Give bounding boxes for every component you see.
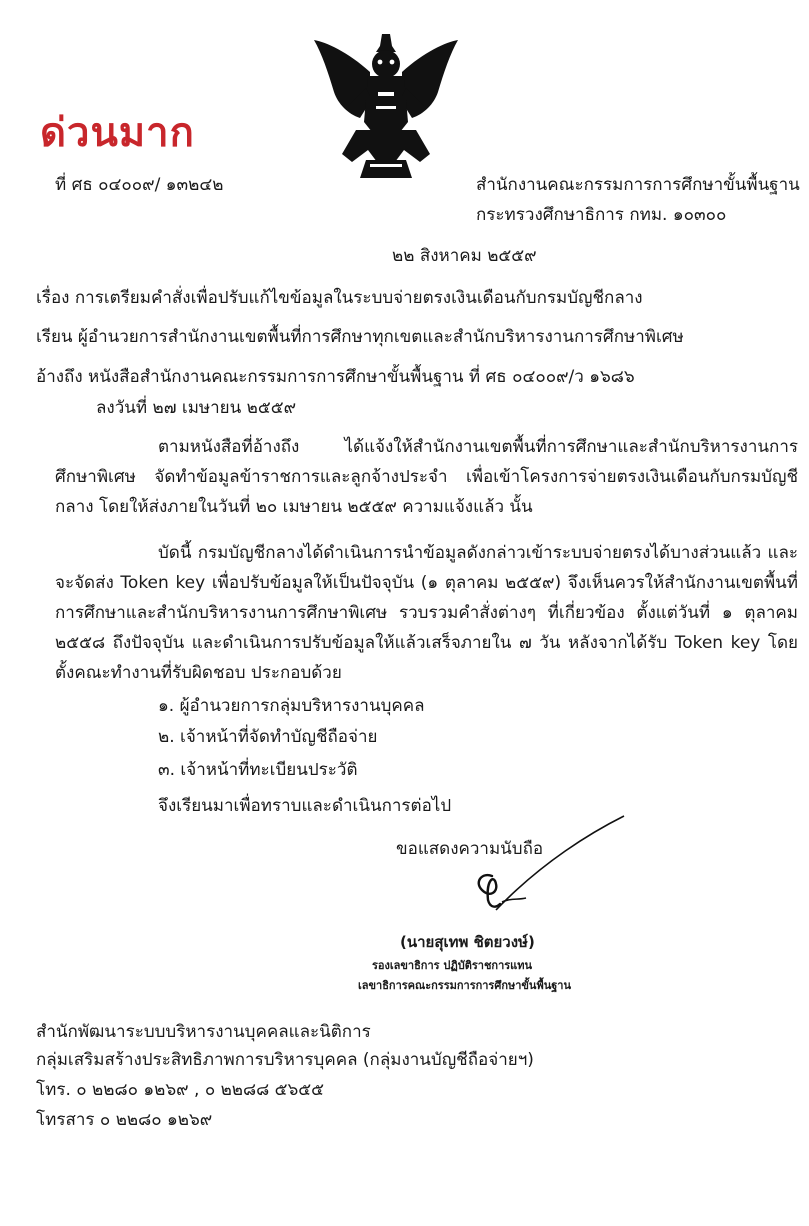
list-item: ๓. เจ้าหน้าที่ทะเบียนประวัติ — [158, 760, 358, 780]
reference-line: อ้างถึง หนังสือสำนักงานคณะกรรมการการศึกษาขั้นพื้นฐาน ที่ ศธ ๐๔๐๐๙/ว ๑๖๘๖ — [36, 367, 635, 387]
reference-number: ที่ ศธ ๐๔๐๐๙/ ๑๓๒๔๒ — [55, 175, 224, 195]
signatory-name: (นายสุเทพ ชิตยวงษ์) — [400, 933, 535, 951]
recipient-line: เรียน ผู้อำนวยการสำนักงานเขตพื้นที่การศึกษาทุกเขตและสำนักบริหารงานการศึกษาพิเศษ — [36, 327, 684, 347]
footer-office: สำนักพัฒนาระบบบริหารงานบุคคลและนิติการ — [36, 1022, 371, 1042]
list-item: ๑. ผู้อำนวยการกลุ่มบริหารงานบุคคล — [158, 696, 425, 716]
signatory-position: รองเลขาธิการ ปฏิบัติราชการแทน — [372, 959, 533, 972]
agency-name: สำนักงานคณะกรรมการการศึกษาขั้นพื้นฐาน — [476, 175, 800, 195]
agency-address: กระทรวงศึกษาธิการ กทม. ๑๐๓๐๐ — [476, 205, 727, 225]
closing-line: จึงเรียนมาเพื่อทราบและดำเนินการต่อไป — [158, 796, 452, 816]
garuda-emblem-icon — [308, 32, 464, 180]
signatory-organization: เลขาธิการคณะกรรมการการศึกษาขั้นพื้นฐาน — [358, 979, 571, 992]
body-paragraph-2: บัดนี้ กรมบัญชีกลางได้ดำเนินการนำข้อมูลดังกล่าวเข้าระบบจ่ายตรงได้บางส่วนแล้ว และจะจัดส่ง Token key เพื่อปรับข้อมูลให้เป็นปัจจุบัน (๑ ตุลาคม ๒๕๕๙) จึงเห็นควรให้สำนักงานเขตพื้นที่การศึกษาและสำนักบริหารงานการศึกษาพิเศษ รวบรวมคำสั่งต่างๆ ที่เกี่ยวข้อง ตั้งแต่วันที่ ๑ ตุลาคม ๒๕๕๘ ถึงปัจจุบัน และดำเนินการปรับข้อมูลให้แล้วเสร็จภายใน ๗ วัน หลังจากได้รับ Token key โดยตั้งคณะทำงานที่รับผิดชอบ ประกอบด้วย — [55, 543, 798, 683]
urgency-stamp: ด่วนมาก — [40, 110, 195, 156]
list-item: ๒. เจ้าหน้าที่จัดทำบัญชีถือจ่าย — [158, 727, 378, 747]
handwritten-signature — [452, 812, 632, 916]
letter-date: ๒๒ สิงหาคม ๒๕๕๙ — [392, 246, 537, 266]
subject-line: เรื่อง การเตรียมคำสั่งเพื่อปรับแก้ไขข้อมูลในระบบจ่ายตรงเงินเดือนกับกรมบัญชีกลาง — [36, 288, 643, 308]
salutation: ขอแสดงความนับถือ — [396, 839, 544, 859]
footer-fax: โทรสาร ๐ ๒๒๘๐ ๑๒๖๙ — [36, 1110, 213, 1130]
footer-phone: โทร. ๐ ๒๒๘๐ ๑๒๖๙ , ๐ ๒๒๘๘ ๕๖๕๕ — [36, 1080, 325, 1100]
body-paragraph-1: ตามหนังสือที่อ้างถึง ได้แจ้งให้สำนักงานเขตพื้นที่การศึกษาและสำนักบริหารงานการศึกษาพิเศษ จัดทำข้อมูลข้าราชการและลูกจ้างประจำ เพื่อเข้าโครงการจ่ายตรงเงินเดือนกับกรมบัญชีกลาง โดยให้ส่งภายในวันที่ ๒๐ เมษายน ๒๕๕๙ ความแจ้งแล้ว นั้น — [55, 437, 798, 517]
reference-date: ลงวันที่ ๒๗ เมษายน ๒๕๕๙ — [96, 398, 297, 418]
footer-group: กลุ่มเสริมสร้างประสิทธิภาพการบริหารบุคคล (กลุ่มงานบัญชีถือจ่ายฯ) — [36, 1050, 534, 1070]
